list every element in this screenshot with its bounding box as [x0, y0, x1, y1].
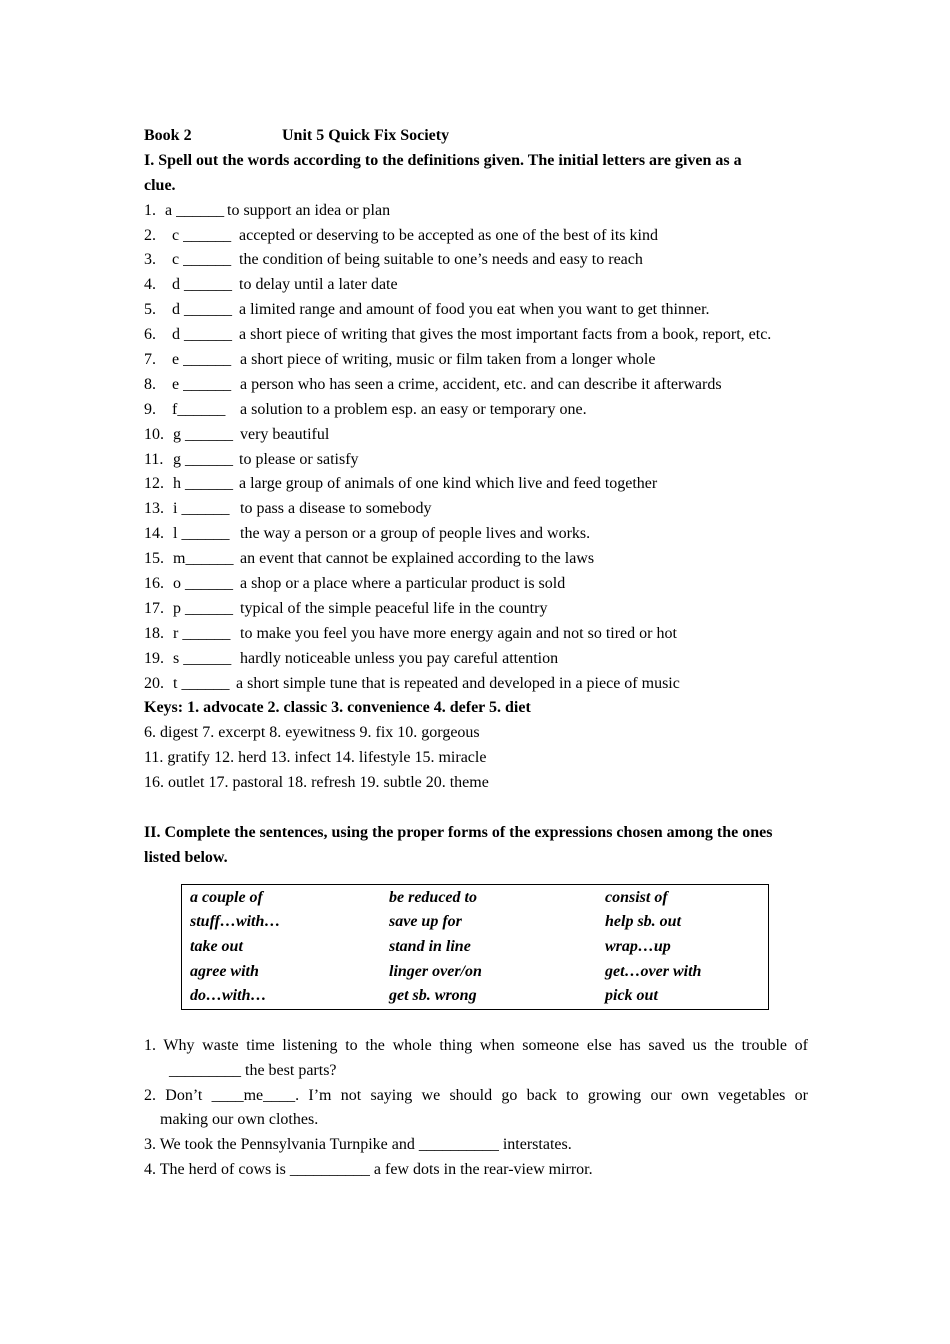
vocab-item-definition: accepted or deserving to be accepted as one of the best of its kind	[239, 226, 658, 244]
section2-instruction-cont: listed below.	[144, 848, 228, 866]
vocab-item-initial: r ______	[173, 624, 231, 642]
key-item: 9. fix	[359, 724, 394, 742]
vocab-item-initial: c ______	[172, 251, 232, 269]
vocab-item-definition: the way a person or a group of people lives and works.	[240, 525, 591, 543]
vocab-item-definition: to pass a disease to somebody	[240, 500, 432, 518]
vocab-item-number: 20.	[144, 674, 164, 692]
sentence-item	[144, 1158, 808, 1183]
keys-row-3	[144, 746, 808, 771]
vocab-item-definition: a short simple tune that is repeated and developed in a piece of music	[236, 674, 680, 692]
vocab-item-definition: to please or satisfy	[239, 450, 359, 468]
vocab-item	[144, 448, 808, 473]
vocab-item-number: 13.	[144, 500, 164, 518]
vocab-item-number: 14.	[144, 525, 164, 543]
vocab-item-initial: l ______	[173, 525, 230, 543]
key-item: 15. miracle	[414, 749, 487, 767]
vocab-item	[144, 497, 808, 522]
expression-item: be reduced to	[389, 888, 477, 906]
expression-item: pick out	[605, 987, 658, 1005]
vocab-item	[144, 398, 808, 423]
vocab-item-definition: very beautiful	[240, 425, 330, 443]
vocab-item	[144, 373, 808, 398]
sentence-item	[144, 1133, 808, 1158]
key-item: 4. defer	[433, 699, 485, 717]
vocab-item	[144, 472, 808, 497]
vocab-item	[144, 572, 808, 597]
expression-item: consist of	[605, 888, 668, 906]
key-item: 20. theme	[425, 774, 489, 792]
key-item: 19. subtle	[359, 774, 422, 792]
sentence-line: 4. The herd of cows is __________ a few dots in the rear-view mirror.	[144, 1161, 593, 1179]
vocab-item-initial: g ______	[173, 450, 233, 468]
vocab-item-definition: a person who has seen a crime, accident, etc. and can describe it afterwards	[240, 375, 722, 393]
vocab-item-definition: a solution to a problem esp. an easy or temporary one.	[240, 400, 587, 418]
vocab-item-number: 5.	[144, 301, 156, 319]
key-item: 1. advocate	[187, 699, 264, 717]
vocab-item-definition: a short piece of writing that gives the most important facts from a book, report, etc.	[239, 326, 772, 344]
section-spacer	[144, 796, 808, 821]
vocab-item	[144, 199, 808, 224]
sentence-list	[144, 1034, 808, 1183]
expression-item: stuff…with…	[190, 913, 281, 931]
expression-item: a couple of	[190, 888, 263, 906]
vocab-item-definition: a limited range and amount of food you eat when you want to get thinner.	[239, 301, 710, 319]
document-content	[144, 124, 808, 1183]
key-item: 17. pastoral	[208, 774, 284, 792]
sentence-line-cont: making our own clothes.	[160, 1111, 319, 1129]
vocab-item	[144, 522, 808, 547]
vocab-item-initial: d ______	[172, 326, 232, 344]
key-item: 11. gratify	[144, 749, 211, 767]
book-label: Book 2	[144, 127, 192, 144]
vocab-item-initial: m______	[173, 550, 234, 568]
key-item: 5. diet	[489, 699, 531, 717]
key-item: 8. eyewitness	[269, 724, 356, 742]
sentence-line: 2. Don’t ____me____. I’m not saying we should go back to growing our own vegetables or	[144, 1086, 808, 1104]
vocab-item-number: 16.	[144, 575, 164, 593]
key-item: 13. infect	[270, 749, 331, 767]
vocab-item-initial: i ______	[173, 500, 230, 518]
vocab-item-initial: s ______	[173, 649, 232, 667]
vocab-item-number: 6.	[144, 326, 156, 344]
vocab-item-definition: an event that cannot be explained according to the laws	[240, 550, 595, 568]
vocab-item-initial: o ______	[173, 575, 233, 593]
vocab-item-initial: c ______	[172, 226, 232, 244]
key-item: 7. excerpt	[202, 724, 266, 742]
keys-row-2	[144, 721, 808, 746]
sentence-item	[144, 1034, 808, 1084]
vocab-item	[144, 224, 808, 249]
section2-instruction: II. Complete the sentences, using the proper forms of the expressions chosen among the ones	[144, 823, 773, 841]
vocab-item-number: 10.	[144, 425, 164, 443]
vocab-item	[144, 547, 808, 572]
vocab-item	[144, 348, 808, 373]
expression-item: stand in line	[389, 937, 471, 955]
sentence-line: 1. Why waste time listening to the whole thing when someone else has saved us the trouble of	[144, 1036, 808, 1054]
vocab-item-number: 15.	[144, 550, 164, 568]
vocab-item-initial: g ______	[173, 425, 233, 443]
vocab-item-number: 11.	[144, 450, 164, 468]
expression-item: save up for	[389, 913, 462, 931]
key-item: 6. digest	[144, 724, 199, 742]
expression-item: get…over with	[605, 962, 702, 980]
vocab-item-number: 12.	[144, 475, 164, 493]
vocab-item	[144, 597, 808, 622]
key-item: 12. herd	[214, 749, 267, 767]
vocab-item	[144, 622, 808, 647]
vocab-item	[144, 323, 808, 348]
expression-item: get sb. wrong	[389, 987, 477, 1005]
section1-instruction: I. Spell out the words according to the definitions given. The initial letters are given as a	[144, 151, 742, 169]
vocab-item-number: 18.	[144, 624, 164, 642]
expressions-box	[181, 884, 769, 1010]
vocab-item	[144, 672, 808, 697]
unit-title: Unit 5 Quick Fix Society	[282, 127, 450, 144]
key-item: 14. lifestyle	[334, 749, 411, 767]
vocab-item-initial: e ______	[172, 351, 232, 369]
vocab-list	[144, 199, 808, 697]
vocab-item-definition: typical of the simple peaceful life in the country	[240, 599, 548, 617]
vocab-item-initial: d ______	[172, 301, 232, 319]
vocab-item	[144, 298, 808, 323]
vocab-item-initial: e ______	[172, 375, 232, 393]
expression-item: agree with	[190, 962, 259, 980]
vocab-item-definition: a shop or a place where a particular product is sold	[240, 575, 566, 593]
vocab-item-number: 19.	[144, 649, 164, 667]
vocab-item-definition: to support an idea or plan	[227, 201, 391, 219]
keys-row-4	[144, 771, 808, 796]
box-spacer	[144, 1010, 808, 1034]
key-item: 18. refresh	[287, 774, 356, 792]
unit-header	[144, 124, 808, 149]
vocab-item	[144, 647, 808, 672]
vocab-item-number: 17.	[144, 599, 164, 617]
vocab-item	[144, 273, 808, 298]
vocab-item-definition: the condition of being suitable to one’s needs and easy to reach	[239, 251, 643, 269]
vocab-item	[144, 423, 808, 448]
key-item: 10. gorgeous	[397, 724, 480, 742]
vocab-item-number: 8.	[144, 375, 156, 393]
vocab-item-definition: to make you feel you have more energy again and not so tired or hot	[240, 624, 677, 642]
vocab-item-initial: t ______	[173, 674, 230, 692]
expression-item: take out	[190, 937, 243, 955]
vocab-item-initial: p ______	[173, 599, 233, 617]
expression-item: linger over/on	[389, 962, 482, 980]
vocab-item-number: 4.	[144, 276, 156, 294]
vocab-item-initial: h ______	[173, 475, 233, 493]
vocab-item-initial: d ______	[172, 276, 232, 294]
sentence-item	[144, 1084, 808, 1134]
vocab-item-initial: f______	[172, 400, 226, 418]
keys-row-1	[144, 696, 808, 721]
expression-item: help sb. out	[605, 913, 682, 931]
vocab-item-number: 7.	[144, 351, 156, 369]
section1-instruction-cont: clue.	[144, 176, 176, 194]
keys-label: Keys:	[144, 699, 184, 717]
vocab-item	[144, 248, 808, 273]
vocab-item-initial: a ______	[165, 201, 225, 219]
vocab-item-definition: a large group of animals of one kind which live and feed together	[239, 475, 658, 493]
vocab-item-definition: hardly noticeable unless you pay careful attention	[240, 649, 559, 667]
vocab-item-number: 2.	[144, 226, 156, 244]
vocab-item-number: 3.	[144, 251, 156, 269]
sentence-line-cont: _________ the best parts?	[169, 1061, 337, 1079]
vocab-item-number: 1.	[144, 201, 156, 219]
vocab-item-definition: a short piece of writing, music or film taken from a longer whole	[240, 351, 656, 369]
vocab-item-definition: to delay until a later date	[239, 276, 398, 294]
key-item: 3. convenience	[331, 699, 430, 717]
key-item: 16. outlet	[144, 774, 205, 792]
key-item: 2. classic	[267, 699, 328, 717]
expression-item: wrap…up	[605, 937, 671, 955]
vocab-item-number: 9.	[144, 400, 156, 418]
expression-item: do…with…	[190, 987, 267, 1005]
sentence-line: 3. We took the Pennsylvania Turnpike and __________ interstates.	[144, 1136, 572, 1154]
